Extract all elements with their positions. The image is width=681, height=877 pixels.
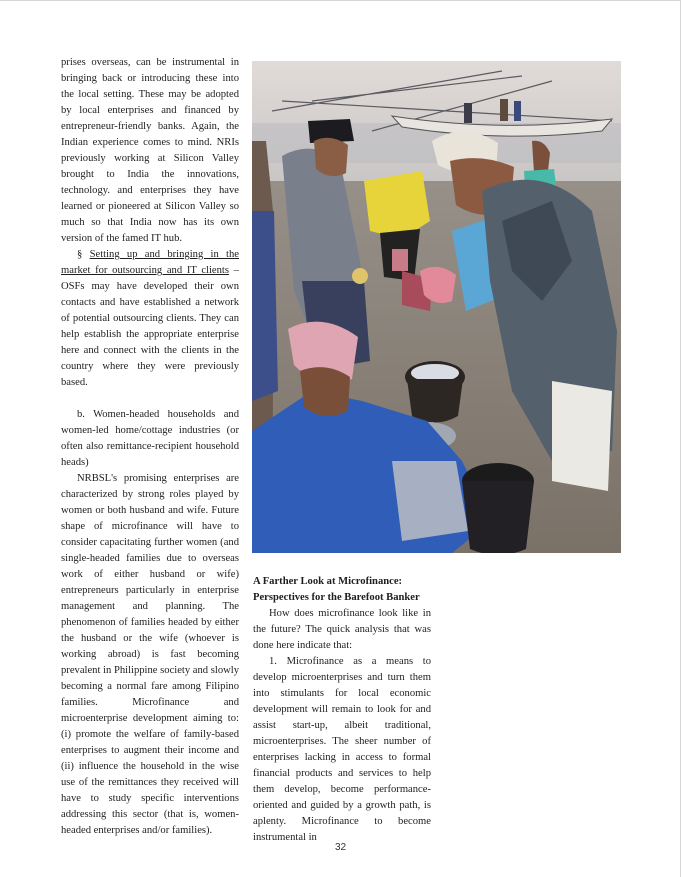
right-paragraph-2: 1. Microfinance as a means to develop microenterprises and turn them into stimulants for local economic development will remain to look for and assist start-up, albeit traditional, microenterprises. The sheer number of enterprises lacking in access to formal financial products and services to help them develop, become performance-oriented and guided by a growth path, is aplenty. Microfinance to become instrumental in — [253, 656, 431, 843]
section-symbol: § — [77, 249, 83, 260]
left-text-column — [61, 55, 239, 839]
right-paragraph-1: How does microfinance look like in the future? The quick analysis that was done here indicate that: — [253, 608, 431, 651]
left-paragraph-2 — [61, 247, 239, 391]
paragraph-gap — [61, 391, 239, 407]
underlined-heading: Setting up and bringing in the market for outsourcing and IT clients — [61, 249, 240, 276]
left-paragraph-4: NRBSL's promising enterprises are characterized by strong roles played by women or both husband and wife. Future shape of microfinance will have to consider capacitating further women (and single-headed families due to overseas work of either husband or wife) entrepreneurs particularly in enterprise management and planning. The phenomenon of families headed by either the husband or the wife (whoever is working abroad) is fast becoming prevalent in Philippine society and slowly becoming a normal fare among Filipino families. Microfinance and microenterprise development aiming to: (i) promote the welfare of family-based enterprises to augment their income and (ii) influence the household in the wise use of the remittances they received will have to study specific interventions addressing this sector (that is, women-headed enterprises and/or families). — [61, 473, 240, 836]
section-heading: A Farther Look at Microfinance: Perspectives for the Barefoot Banker — [253, 576, 420, 603]
right-text-column — [253, 574, 431, 846]
left-paragraph-1: prises overseas, can be instrumental in bringing back or introducing these into the local setting. These may be adopted by local enterprises and financed by entrepreneur-friendly banks. Again, the Indian experience comes to mind. NRIs previously working at Silicon Valley brought to India the innovations, technology. and enterprises they have learned or pioneered at Silicon Valley so much so that India now has its own version of the famed IT hub. — [61, 57, 239, 244]
fishermen-photo — [252, 61, 621, 553]
page-number: 32 — [334, 842, 347, 853]
left-paragraph-2-body: – OSFs may have developed their own contacts and have established a network of potential outsourcing clients. They can help establish the appropriate enterprise here and connect with the clients in the country where they were previously based. — [61, 265, 239, 388]
left-paragraph-3: b. Women-headed households and women-led home/cottage industries (or often also remittance-recipient household heads) — [61, 409, 239, 468]
